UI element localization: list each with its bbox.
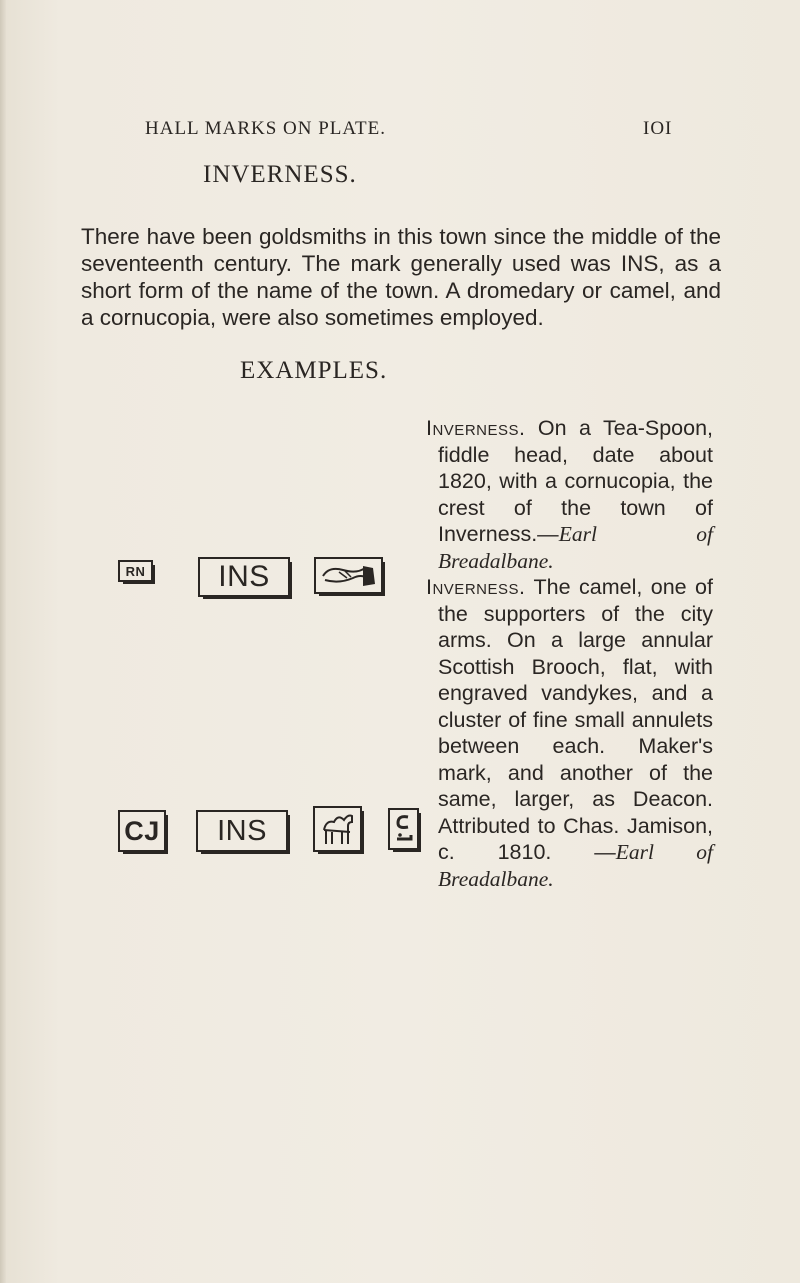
entry-1-lead: Inverness. — [426, 416, 526, 440]
rn-mark-label: RN — [125, 563, 146, 579]
cj-vertical-mark-icon — [388, 808, 419, 850]
page-gutter — [0, 0, 6, 1283]
page-header — [0, 115, 800, 141]
cj-mark — [118, 810, 166, 852]
example-entry-2 — [426, 574, 713, 892]
intro-text: There have been goldsmiths in this town since the middle of the seventeenth century. The mark generally used was INS, as a short form of the name of the town. A dromedary or camel, and a cornucopia, were also sometimes employed. — [81, 224, 721, 330]
cj-mark-label: CJ — [124, 815, 160, 846]
ins-mark-2-label: INS — [217, 814, 267, 847]
examples-list — [426, 415, 713, 892]
ins-mark-1-label: INS — [218, 560, 270, 593]
section-title: INVERNESS. — [203, 161, 357, 188]
entry-2-lead: Inverness. — [426, 575, 526, 599]
running-title: HALL MARKS ON PLATE. — [145, 118, 386, 139]
entry-1-source: Earl of Breadalbane. — [438, 522, 713, 573]
rn-mark — [118, 560, 153, 582]
intro-paragraph — [81, 223, 721, 331]
cj-vertical-icon — [393, 811, 415, 847]
cornucopia-icon — [319, 562, 379, 590]
ins-mark-1 — [198, 557, 290, 597]
entry-2-source: Earl of Breadalbane. — [438, 840, 713, 891]
cornucopia-mark-icon — [314, 557, 383, 594]
examples-heading: EXAMPLES. — [240, 357, 388, 384]
ins-mark-2 — [196, 810, 288, 852]
entry-1-text: On a Tea-Spoon, fiddle head, date about 1820, with a cornucopia, the crest of the town of Inverness.— — [438, 416, 713, 546]
entry-2-text: The camel, one of the supporters of the city arms. On a large annular Scottish Brooch, flat, with engraved vandykes, and a cluster of fine small annulets between each. Maker's mark, and another of the same, larger, as Deacon. Attributed to Chas. Jamison, c. 1810. — — [438, 575, 713, 864]
page-number: IOI — [643, 118, 673, 139]
camel-mark-icon — [313, 806, 362, 852]
example-entry-1 — [426, 415, 713, 574]
camel-icon — [318, 810, 358, 848]
